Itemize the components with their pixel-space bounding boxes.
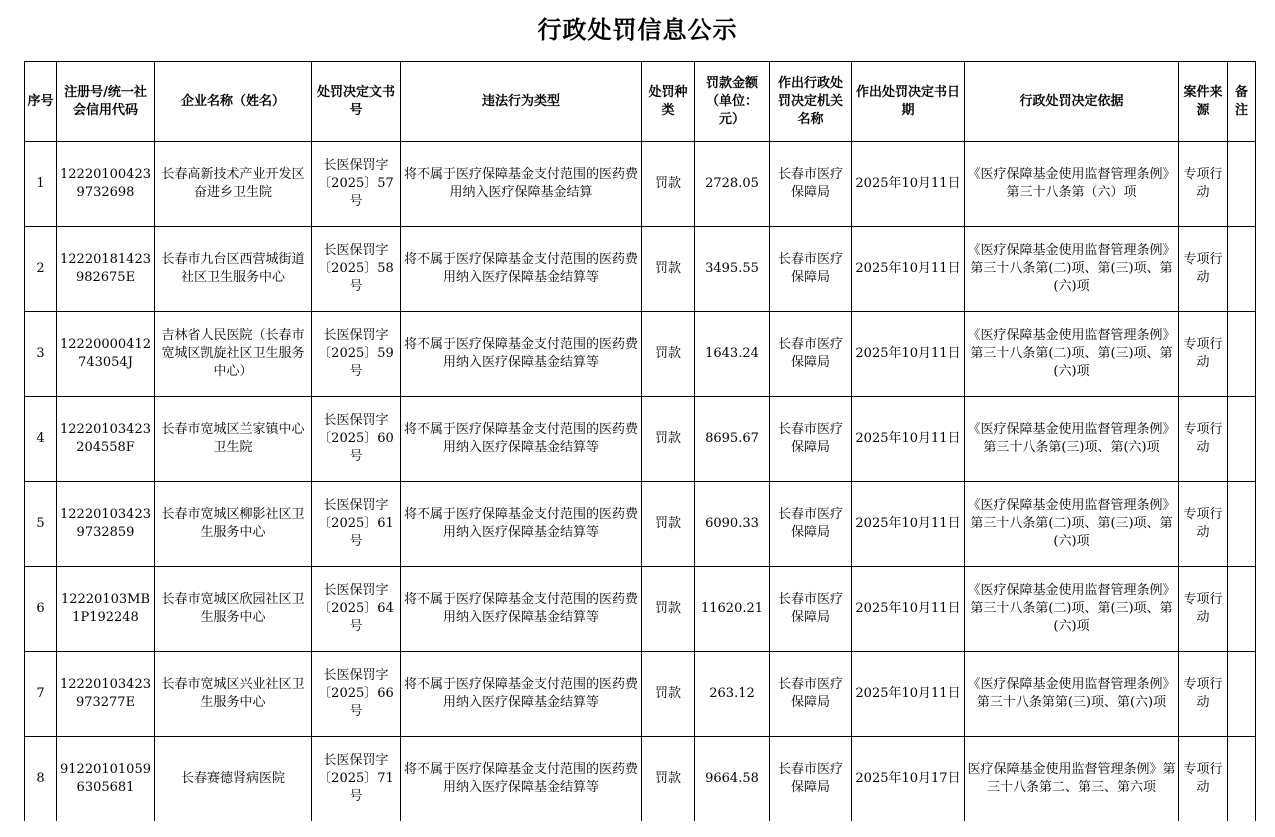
cell-code: 12220103423204558F [57,397,155,482]
cell-authority: 长春市医疗保障局 [770,397,852,482]
col-header-kind: 处罚种类 [642,62,695,142]
cell-authority: 长春市医疗保障局 [770,482,852,567]
cell-code: 122201034239732859 [57,482,155,567]
table-row [25,397,1256,482]
table-row [25,482,1256,567]
cell-name: 长春市九台区西营城街道社区卫生服务中心 [155,227,312,312]
cell-no: 4 [25,397,57,482]
cell-amount: 2728.05 [695,142,770,227]
cell-name: 长春市宽城区兰家镇中心卫生院 [155,397,312,482]
cell-name: 吉林省人民医院（长春市宽城区凯旋社区卫生服务中心） [155,312,312,397]
cell-source: 专项行动 [1179,227,1228,312]
cell-violation: 将不属于医疗保障基金支付范围的医药费用纳入医疗保障基金结算等 [401,482,642,567]
col-header-authority: 作出行政处罚决定机关名称 [770,62,852,142]
table-row [25,567,1256,652]
col-header-no: 序号 [25,62,57,142]
cell-source: 专项行动 [1179,482,1228,567]
cell-amount: 8695.67 [695,397,770,482]
cell-amount: 9664.58 [695,737,770,822]
cell-date: 2025年10月11日 [852,142,965,227]
cell-kind: 罚款 [642,482,695,567]
cell-basis: 《医疗保障基金使用监督管理条例》第三十八条第(三)项、第(六)项 [965,397,1179,482]
table-body [25,142,1256,822]
cell-note [1228,652,1256,737]
cell-code: 912201010596305681 [57,737,155,822]
cell-no: 1 [25,142,57,227]
cell-code: 12220000412743054J [57,312,155,397]
cell-authority: 长春市医疗保障局 [770,737,852,822]
col-header-name: 企业名称（姓名） [155,62,312,142]
cell-kind: 罚款 [642,737,695,822]
col-header-violation: 违法行为类型 [401,62,642,142]
col-header-basis: 行政处罚决定依据 [965,62,1179,142]
cell-note [1228,142,1256,227]
table-row [25,142,1256,227]
cell-kind: 罚款 [642,397,695,482]
cell-authority: 长春市医疗保障局 [770,142,852,227]
cell-violation: 将不属于医疗保障基金支付范围的医药费用纳入医疗保障基金结算等 [401,227,642,312]
cell-amount: 263.12 [695,652,770,737]
cell-source: 专项行动 [1179,567,1228,652]
col-header-code: 注册号/统一社会信用代码 [57,62,155,142]
cell-basis: 《医疗保障基金使用监督管理条例》第三十八条第（六）项 [965,142,1179,227]
cell-no: 5 [25,482,57,567]
cell-name: 长春市宽城区欣园社区卫生服务中心 [155,567,312,652]
cell-code: 12220181423982675E [57,227,155,312]
col-header-doc: 处罚决定文书号 [312,62,401,142]
cell-source: 专项行动 [1179,737,1228,822]
cell-no: 8 [25,737,57,822]
cell-date: 2025年10月11日 [852,652,965,737]
cell-kind: 罚款 [642,652,695,737]
col-header-date: 作出处罚决定书日期 [852,62,965,142]
table-row [25,312,1256,397]
page-title: 行政处罚信息公示 [537,16,738,44]
penalty-table [24,61,1256,821]
cell-date: 2025年10月17日 [852,737,965,822]
cell-authority: 长春市医疗保障局 [770,312,852,397]
col-header-note: 备注 [1228,62,1256,142]
cell-no: 6 [25,567,57,652]
cell-no: 7 [25,652,57,737]
cell-violation: 将不属于医疗保障基金支付范围的医药费用纳入医疗保障基金结算等 [401,312,642,397]
table-row [25,652,1256,737]
cell-basis: 医疗保障基金使用监督管理条例》第三十八条第二、第三、第六项 [965,737,1179,822]
cell-date: 2025年10月11日 [852,227,965,312]
cell-no: 2 [25,227,57,312]
cell-note [1228,312,1256,397]
col-header-amount: 罚款金额（单位：元） [695,62,770,142]
cell-note [1228,737,1256,822]
cell-code: 12220103423973277E [57,652,155,737]
cell-violation: 将不属于医疗保障基金支付范围的医药费用纳入医疗保障基金结算 [401,142,642,227]
cell-doc: 长医保罚字〔2025〕60号 [312,397,401,482]
cell-authority: 长春市医疗保障局 [770,567,852,652]
cell-note [1228,397,1256,482]
cell-amount: 11620.21 [695,567,770,652]
cell-kind: 罚款 [642,142,695,227]
cell-code: 12220103MB1P192248 [57,567,155,652]
cell-violation: 将不属于医疗保障基金支付范围的医药费用纳入医疗保障基金结算等 [401,737,642,822]
cell-no: 3 [25,312,57,397]
cell-name: 长春市宽城区兴业社区卫生服务中心 [155,652,312,737]
cell-note [1228,482,1256,567]
cell-date: 2025年10月11日 [852,567,965,652]
cell-amount: 6090.33 [695,482,770,567]
cell-amount: 1643.24 [695,312,770,397]
cell-date: 2025年10月11日 [852,312,965,397]
col-header-source: 案件来源 [1179,62,1228,142]
cell-authority: 长春市医疗保障局 [770,652,852,737]
cell-doc: 长医保罚字〔2025〕57号 [312,142,401,227]
cell-basis: 《医疗保障基金使用监督管理条例》第三十八条第(二)项、第(三)项、第(六)项 [965,567,1179,652]
cell-doc: 长医保罚字〔2025〕71号 [312,737,401,822]
cell-kind: 罚款 [642,567,695,652]
table-row [25,227,1256,312]
cell-violation: 将不属于医疗保障基金支付范围的医药费用纳入医疗保障基金结算等 [401,652,642,737]
cell-source: 专项行动 [1179,142,1228,227]
cell-source: 专项行动 [1179,652,1228,737]
cell-code: 122201004239732698 [57,142,155,227]
cell-kind: 罚款 [642,227,695,312]
cell-doc: 长医保罚字〔2025〕58号 [312,227,401,312]
cell-name: 长春赛德肾病医院 [155,737,312,822]
cell-kind: 罚款 [642,312,695,397]
cell-authority: 长春市医疗保障局 [770,227,852,312]
cell-note [1228,567,1256,652]
cell-doc: 长医保罚字〔2025〕64号 [312,567,401,652]
table-header-row [25,62,1256,142]
cell-basis: 《医疗保障基金使用监督管理条例》第三十八条第第(三)项、第(六)项 [965,652,1179,737]
cell-note [1228,227,1256,312]
cell-name: 长春高新技术产业开发区奋进乡卫生院 [155,142,312,227]
cell-name: 长春市宽城区柳影社区卫生服务中心 [155,482,312,567]
cell-date: 2025年10月11日 [852,482,965,567]
cell-date: 2025年10月11日 [852,397,965,482]
cell-doc: 长医保罚字〔2025〕59号 [312,312,401,397]
cell-basis: 《医疗保障基金使用监督管理条例》第三十八条第(二)项、第(三)项、第(六)项 [965,482,1179,567]
cell-source: 专项行动 [1179,397,1228,482]
cell-violation: 将不属于医疗保障基金支付范围的医药费用纳入医疗保障基金结算等 [401,567,642,652]
cell-basis: 《医疗保障基金使用监督管理条例》第三十八条第(二)项、第(三)项、第(六)项 [965,312,1179,397]
cell-amount: 3495.55 [695,227,770,312]
cell-violation: 将不属于医疗保障基金支付范围的医药费用纳入医疗保障基金结算等 [401,397,642,482]
cell-source: 专项行动 [1179,312,1228,397]
cell-basis: 《医疗保障基金使用监督管理条例》第三十八条第(二)项、第(三)项、第(六)项 [965,227,1179,312]
cell-doc: 长医保罚字〔2025〕61号 [312,482,401,567]
table-row [25,737,1256,822]
cell-doc: 长医保罚字〔2025〕66号 [312,652,401,737]
